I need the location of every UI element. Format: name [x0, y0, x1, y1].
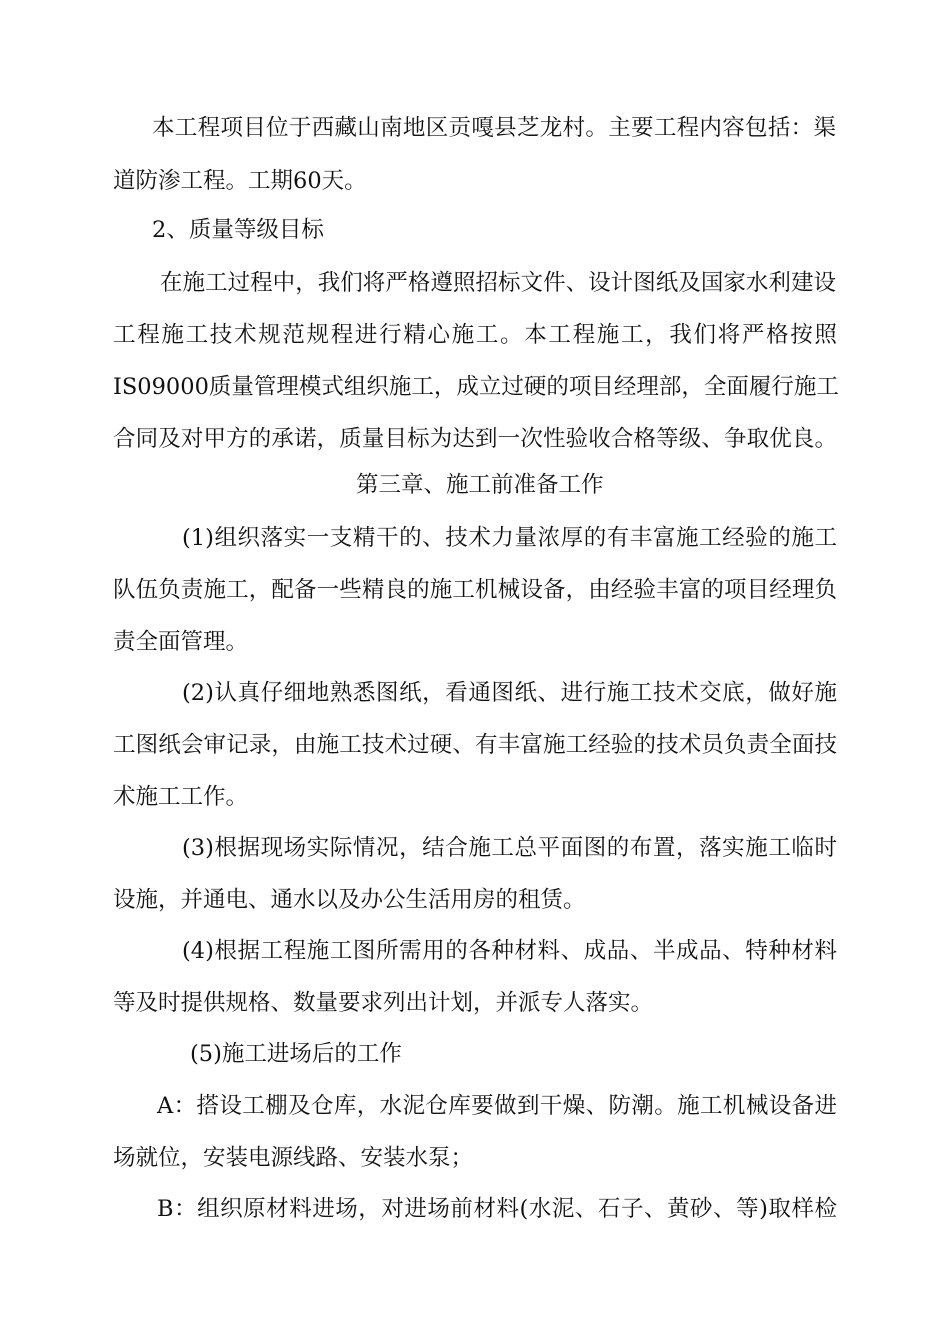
text: 本工程项目位于西藏山南地区贡嘎县芝龙村。主要工程内容包括：渠 — [152, 115, 836, 141]
item-2-line-2 — [0, 730, 950, 760]
item-1-line-3: 责全面管理。 — [113, 629, 249, 655]
item-1-line-1 — [0, 523, 950, 553]
quality-para-line-2 — [0, 320, 950, 350]
section-heading-quality: 2、质量等级目标 — [152, 217, 324, 243]
item-5-heading: (5)施工进场后的工作 — [190, 1041, 402, 1067]
text: 工图纸会审记录，由施工技术过硬、有丰富施工经验的技术员负责全面技 — [113, 732, 837, 758]
item-4-line-1 — [0, 936, 950, 966]
text: 在施工过程中，我们将严格遵照招标文件、设计图纸及国家水利建设 — [160, 270, 836, 296]
item-a-line-1 — [0, 1091, 950, 1121]
text: (1)组织落实一支精干的、技术力量浓厚的有丰富施工经验的施工 — [182, 525, 837, 551]
project-intro-line-2: 道防渗工程。工期60天。 — [113, 168, 367, 194]
item-2-line-1 — [0, 678, 950, 708]
text: 工程施工技术规范规程进行精心施工。本工程施工，我们将严格按照 — [113, 322, 837, 348]
text: (3)根据现场实际情况，结合施工总平面图的布置，落实施工临时 — [182, 835, 837, 861]
chapter-title: 第三章、施工前准备工作 — [356, 472, 604, 498]
text: A：搭设工棚及仓库，水泥仓库要做到干燥、防潮。施工机械设备进 — [157, 1093, 837, 1119]
item-a-line-2: 场就位，安装电源线路、安装水泵； — [113, 1145, 474, 1171]
item-3-line-2: 设施，并通电、通水以及办公生活用房的租赁。 — [113, 887, 586, 913]
text: 合同及对甲方的承诺，质量目标为达到一次性验收合格等级、争取优良。 — [113, 426, 837, 452]
quality-para-line-4 — [0, 424, 950, 454]
text: 队伍负责施工，配备一些精良的施工机械设备，由经验丰富的项目经理负 — [113, 577, 837, 603]
text: IS09000质量管理模式组织施工，成立过硬的项目经理部，全面履行施工 — [113, 374, 839, 400]
project-intro-line-1 — [0, 113, 950, 143]
item-2-line-3: 术施工工作。 — [113, 784, 249, 810]
item-1-line-2 — [0, 575, 950, 605]
item-b-line-1 — [0, 1194, 950, 1224]
text: (4)根据工程施工图所需用的各种材料、成品、半成品、特种材料 — [182, 938, 837, 964]
item-3-line-1 — [0, 833, 950, 863]
quality-para-line-3 — [0, 372, 950, 402]
quality-para-line-1 — [0, 268, 950, 298]
item-4-line-2: 等及时提供规格、数量要求列出计划，并派专人落实。 — [113, 990, 654, 1016]
text: (2)认真仔细地熟悉图纸，看通图纸、进行施工技术交底，做好施 — [182, 680, 837, 706]
text: B：组织原材料进场，对进场前材料(水泥、石子、黄砂、等)取样检 — [157, 1196, 837, 1222]
